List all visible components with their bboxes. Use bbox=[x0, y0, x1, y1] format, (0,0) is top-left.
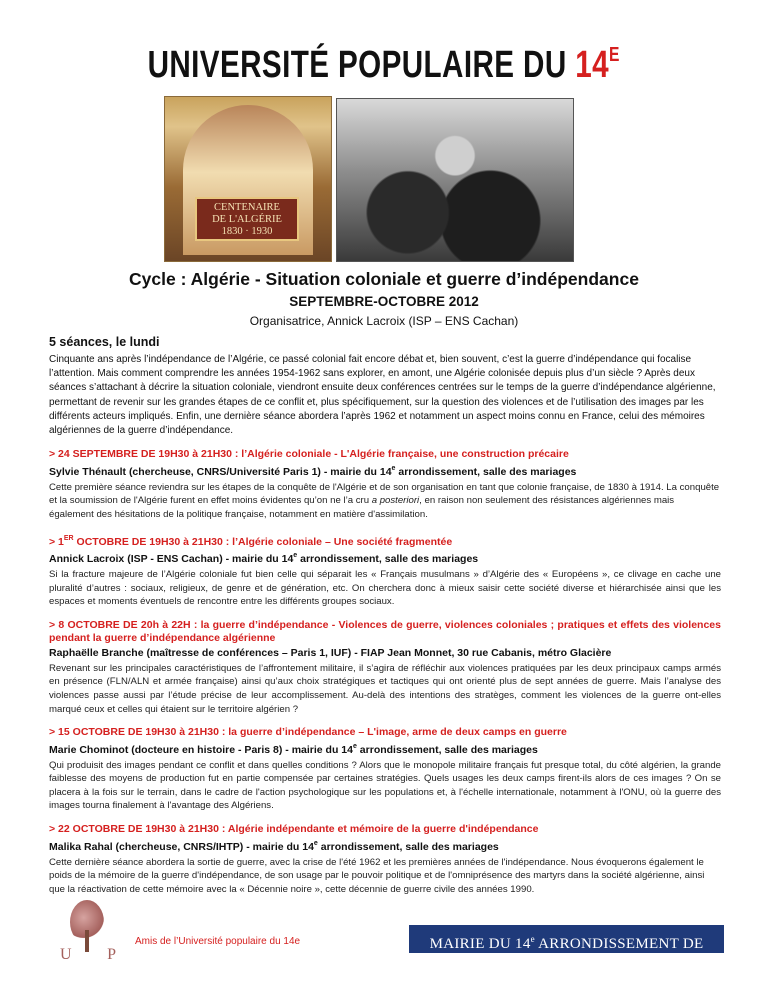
speaker-text-end: arrondissement, salle des mariages bbox=[297, 553, 479, 565]
title-part: > 1 bbox=[49, 535, 64, 548]
speaker-sup: e bbox=[391, 464, 396, 472]
desc-part: Cette première séance reviendra sur les étapes de la conquête de l'Algérie et de son organisation en tant que colonie française, de 1830 à 1914. La conquête et la soumission de l'Algérie furent en effet moins évidentes qu’on ne l’a cru bbox=[49, 481, 720, 507]
session-title bbox=[49, 532, 721, 550]
title-main: UNIVERSITÉ POPULAIRE DU bbox=[147, 44, 567, 86]
session-description: Si la fracture majeure de l’Algérie coloniale fut bien celle qui séparait les « Français musulmans » d’Algérie des « Européens », ce clivage en cache une pluralité d’autres : sociaux, religieux, de genre et de génération, etc. On cherchera donc à mieux saisir cette société diverse et hiérarchisée ainsi que les espaces et moments éventuels de rencontre entre les différents groupes sociaux. bbox=[49, 569, 721, 608]
mairie-text: MAIRIE DU 14 bbox=[429, 936, 531, 952]
session-speaker bbox=[49, 462, 721, 479]
session-description: Cette dernière séance abordera la sortie de guerre, avec la crise de l'été 1962 et les premières années de l'indépendance. Nous évoquerons également le poids de la mémoire de la guerre d'indépendance, de son usage par le pouvoir politique et de l'omniprésence des martyrs dans la société algérienne, ainsi que la réactivation de cette mémoire avec la « Décennie noire », cette décennie de guerre civile des années 1990. bbox=[49, 856, 705, 895]
session-description: Revenant sur les principales caractéristiques de l’affrontement militaire, il s’agira de réfléchir aux violences pratiquées par les deux principaux camps armés en présence (FLN/ALN et armée française) ainsi qu’aux choix stratégiques et tactiques qui ont orienté plus de sept années de guerre. Mais l’analyse des violences passe aussi par l’étude précise de leur accomplissement. Au-delà des intentions des stratèges, comment les violences de la guerre ont-elles marqué ceux et celles qui étaient sur le territoire algérien ? bbox=[49, 662, 721, 715]
session-5 bbox=[49, 823, 721, 896]
intro-paragraph: Cinquante ans après l’indépendance de l’Algérie, ce passé colonial fait encore débat et, bien souvent, c’est la guerre d’indépendance qui focalise l’attention. Mais comment comprendre les années 1954-1962 sans explorer, en amont, une Algérie colonisée depuis plus d’un siècle ? Après deux séances s’attachant à décrire la situation coloniale, viendront ensuite deux conférences centrées sur le temps de la guerre d’indépendance algérienne, permettant de revenir sur les grandes étapes de ce conflit et, plus spécifiquement, sur la question des violences et de l’utilisation des images par les différents acteurs impliqués. Enfin, une dernière séance abordera l’après 1962 et notamment un aspect moins connu en France, celui des mémoires algériennes de la guerre d’indépendance. bbox=[49, 354, 716, 437]
poster-line: 1830 · 1930 bbox=[221, 226, 273, 237]
title-part: OCTOBRE DE 19H30 à 21H30 : l’Algérie coloniale – Une société fragmentée bbox=[73, 535, 453, 548]
page-title bbox=[0, 44, 768, 87]
cycle-title: Cycle : Algérie - Situation coloniale et guerre d’indépendance bbox=[129, 269, 639, 289]
main-content bbox=[49, 335, 721, 896]
universite-populaire-logo bbox=[54, 896, 116, 976]
logo-letter-u: U bbox=[60, 946, 72, 963]
speaker-sup: e bbox=[352, 742, 357, 750]
speaker-text-end: arrondissement, salle des mariages bbox=[395, 465, 577, 478]
independence-crowd-photo bbox=[336, 98, 574, 262]
session-speaker: Raphaëlle Branche (maîtresse de conférences – Paris 1, IUF) - FIAP Jean Monnet, 30 rue Cabanis, métro Glacière bbox=[49, 646, 612, 659]
speaker-text: Annick Lacroix (ISP - ENS Cachan) - mairie du 14 bbox=[49, 553, 294, 565]
session-4 bbox=[49, 726, 721, 813]
mairie-sup: e bbox=[530, 934, 535, 944]
session-speaker bbox=[49, 837, 721, 854]
speaker-sup: e bbox=[293, 552, 298, 559]
mairie-logo bbox=[409, 925, 724, 980]
speaker-text-end: arrondissement, salle des mariages bbox=[317, 840, 499, 853]
speaker-sup: e bbox=[313, 839, 318, 847]
title-sup: ER bbox=[63, 534, 74, 542]
logo-letters bbox=[60, 946, 116, 964]
session-title: > 22 OCTOBRE DE 19H30 à 21H30 : Algérie indépendante et mémoire de la guerre d'indépendance bbox=[49, 823, 539, 836]
cycle-organizer: Organisatrice, Annick Lacroix (ISP – ENS Cachan) bbox=[249, 314, 519, 328]
logo-letter-p: P bbox=[107, 946, 116, 963]
title-suffix: E bbox=[609, 44, 621, 66]
title-number: 14 bbox=[575, 44, 610, 86]
speaker-text: Sylvie Thénault (chercheuse, CNRS/Université Paris 1) - mairie du 14 bbox=[49, 465, 392, 478]
speaker-text: Marie Chominot (docteure en histoire - Paris 8) - mairie du 14 bbox=[49, 743, 353, 756]
desc-italic: a posteriori bbox=[371, 495, 420, 507]
session-1 bbox=[49, 448, 721, 521]
sessions-heading: 5 séances, le lundi bbox=[49, 335, 160, 349]
session-speaker bbox=[49, 740, 721, 757]
session-3 bbox=[49, 619, 721, 716]
session-description: Qui produisit des images pendant ce conflit et dans quelles conditions ? Alors que le monopole militaire français fut presque total, du côté algérien, la grande faiblesse des moyens de production fut en partie compensée par certaines stratégies. Quels usages les deux camps firent-ils alors de ces images ? On se placera à la fois sur le terrain, dans le cadre de l'action psychologique sur les populations et, à l'échelle internationale, notamment à l'ONU, où la guerre des images tourna finalement à l'avantage des Algériens. bbox=[49, 759, 721, 812]
cycle-period: SEPTEMBRE-OCTOBRE 2012 bbox=[289, 294, 479, 309]
session-2 bbox=[49, 532, 721, 609]
session-description bbox=[49, 481, 721, 522]
poster-line: CENTENAIRE bbox=[214, 202, 280, 213]
session-title: > 15 OCTOBRE DE 19H30 à 21H30 : la guerre d’indépendance – L'image, arme de deux camps en guerre bbox=[49, 726, 567, 739]
poster-line: DE L'ALGÉRIE bbox=[212, 214, 282, 225]
mairie-text-end: ARRONDISSEMENT DE PARIS bbox=[534, 936, 704, 980]
session-speaker bbox=[49, 549, 721, 566]
centenaire-poster-image bbox=[164, 96, 332, 262]
desc-part: , en raison non seulement des résistances algériennes mais également des hésitations de la politique française, notamment en matière d'assimilation. bbox=[49, 495, 675, 520]
speaker-text: Malika Rahal (chercheuse, CNRS/IHTP) - mairie du 14 bbox=[49, 840, 314, 853]
speaker-text-end: arrondissement, salle des mariages bbox=[356, 743, 538, 756]
session-title: > 24 SEPTEMBRE DE 19H30 à 21H30 : l’Algérie coloniale - L'Algérie française, une construction précaire bbox=[49, 448, 569, 461]
session-title: > 8 OCTOBRE DE 20h à 22H : la guerre d’indépendance - Violences de guerre, violences coloniales ; pratiques et effets des violences pendant la guerre d’indépendance algérienne bbox=[49, 618, 721, 645]
poster-caption-box bbox=[195, 197, 299, 241]
amis-link: Amis de l’Université populaire du 14e bbox=[135, 936, 301, 947]
